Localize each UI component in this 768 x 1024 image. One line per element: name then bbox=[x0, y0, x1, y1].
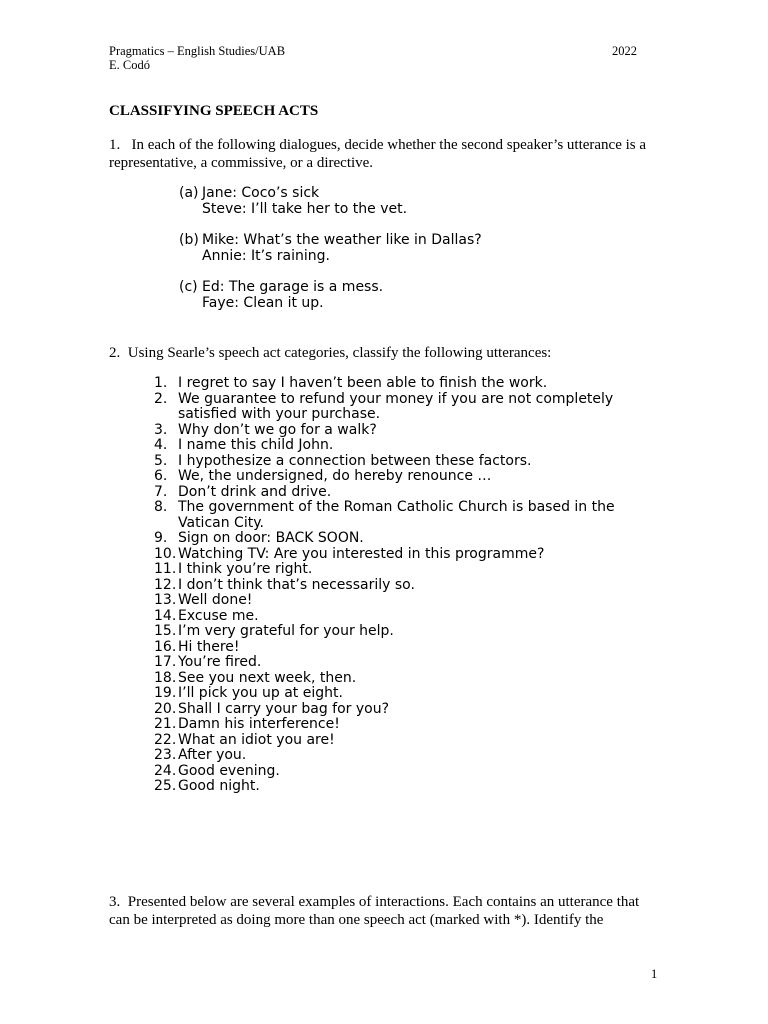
utterance-number: 18. bbox=[154, 669, 177, 686]
utterance-number: 19. bbox=[154, 685, 177, 701]
header-author: E. Codó bbox=[109, 58, 150, 72]
utterance-text: I don’t think that’s necessarily so. bbox=[178, 576, 415, 593]
utterance-item bbox=[154, 423, 634, 439]
utterance-text: Shall I carry your bag for you? bbox=[178, 700, 390, 717]
utterance-item bbox=[154, 485, 634, 501]
section-1-prompt bbox=[109, 136, 661, 172]
utterance-number: 11. bbox=[154, 561, 177, 577]
utterance-item bbox=[154, 593, 634, 609]
utterance-text: Excuse me. bbox=[178, 607, 259, 624]
utterance-item bbox=[154, 562, 634, 578]
utterance-text: Sign on door: BACK SOON. bbox=[178, 530, 364, 546]
utterance-item bbox=[154, 469, 634, 485]
utterance-text: After you. bbox=[178, 747, 247, 763]
utterance-text: Good night. bbox=[178, 778, 260, 794]
utterance-text: Damn his interference! bbox=[178, 716, 340, 732]
utterance-number: 1. bbox=[154, 375, 168, 391]
utterance-text: Hi there! bbox=[178, 638, 240, 655]
utterance-item bbox=[154, 733, 634, 749]
utterance-list bbox=[154, 376, 634, 795]
utterance-number: 21. bbox=[154, 716, 177, 732]
page-number: 1 bbox=[651, 967, 658, 981]
utterance-number: 15. bbox=[154, 623, 177, 639]
utterance-number: 25. bbox=[154, 778, 177, 794]
utterance-item bbox=[154, 500, 634, 531]
utterance-number: 10. bbox=[154, 545, 177, 562]
utterance-text: Watching TV: Are you interested in this programme? bbox=[178, 545, 545, 562]
utterance-text: See you next week, then. bbox=[178, 669, 357, 686]
utterance-number: 4. bbox=[154, 437, 168, 453]
utterance-text: We guarantee to refund your money if you are not completely satisfied with your purchase. bbox=[178, 390, 614, 422]
utterance-item bbox=[154, 454, 634, 470]
utterance-text: I regret to say I haven’t been able to finish the work. bbox=[178, 375, 548, 391]
utterance-item bbox=[154, 438, 634, 454]
utterance-text: The government of the Roman Catholic Church is based in the Vatican City. bbox=[178, 499, 615, 531]
utterance-text: You’re fired. bbox=[178, 654, 262, 670]
utterance-item bbox=[154, 655, 634, 671]
utterance-item bbox=[154, 531, 634, 547]
utterance-number: 17. bbox=[154, 654, 177, 670]
utterance-text: I name this child John. bbox=[178, 437, 334, 453]
dialogue-line-1: Jane: Coco’s sick bbox=[202, 185, 320, 201]
utterance-item bbox=[154, 686, 634, 702]
utterance-number: 6. bbox=[154, 468, 168, 484]
section-2-number: 2. bbox=[109, 345, 121, 361]
dialogue-label: (b) bbox=[179, 232, 199, 248]
utterance-number: 13. bbox=[154, 592, 177, 608]
utterance-text: I hypothesize a connection between these factors. bbox=[178, 452, 532, 469]
utterance-item bbox=[154, 702, 634, 718]
utterance-item bbox=[154, 779, 634, 795]
section-3-prompt-line-2: can be interpreted as doing more than one speech act (marked with *). Identify the bbox=[109, 912, 604, 928]
dialogue-line-1: Mike: What’s the weather like in Dallas? bbox=[202, 232, 482, 248]
dialogue-line-2: Annie: It’s raining. bbox=[202, 247, 331, 264]
utterance-number: 12. bbox=[154, 576, 177, 593]
dialogue-label: (c) bbox=[179, 279, 198, 295]
section-1-text: In each of the following dialogues, decide whether the second speaker’s utterance is a representative, a commissive, or a directive. bbox=[109, 137, 647, 171]
utterance-number: 24. bbox=[154, 762, 177, 779]
dialogue-label: (a) bbox=[179, 185, 199, 201]
utterance-number: 22. bbox=[154, 731, 177, 748]
section-3-text-1: Presented below are several examples of interactions. Each contains an utterance that bbox=[127, 894, 640, 910]
header-year: 2022 bbox=[612, 44, 637, 58]
utterance-number: 14. bbox=[154, 607, 177, 624]
utterance-number: 7. bbox=[154, 483, 168, 500]
utterance-number: 5. bbox=[154, 452, 168, 469]
utterance-item bbox=[154, 578, 634, 594]
utterance-text: What an idiot you are! bbox=[178, 731, 335, 748]
utterance-item bbox=[154, 748, 634, 764]
utterance-item bbox=[154, 640, 634, 656]
utterance-item bbox=[154, 624, 634, 640]
utterance-number: 20. bbox=[154, 700, 177, 717]
utterance-item bbox=[154, 392, 634, 423]
dialogue-line-1: Ed: The garage is a mess. bbox=[202, 279, 384, 295]
section-2-prompt bbox=[109, 344, 551, 362]
section-3-number: 3. bbox=[109, 894, 121, 910]
utterance-item bbox=[154, 764, 634, 780]
header-course: Pragmatics – English Studies/UAB bbox=[109, 44, 286, 58]
page-title: CLASSIFYING SPEECH ACTS bbox=[109, 103, 319, 119]
dialogue-c bbox=[179, 280, 579, 312]
utterance-number: 9. bbox=[154, 530, 168, 546]
utterance-text: I’m very grateful for your help. bbox=[178, 623, 394, 639]
utterance-text: I’ll pick you up at eight. bbox=[178, 685, 343, 701]
utterance-text: Good evening. bbox=[178, 762, 280, 779]
section-2-text: Using Searle’s speech act categories, classify the following utterances: bbox=[127, 345, 552, 361]
utterance-text: We, the undersigned, do hereby renounce … bbox=[178, 468, 492, 484]
utterance-item bbox=[154, 376, 634, 392]
utterance-number: 3. bbox=[154, 421, 168, 438]
utterance-item bbox=[154, 671, 634, 687]
utterance-number: 16. bbox=[154, 638, 177, 655]
utterance-number: 23. bbox=[154, 747, 177, 763]
section-3-prompt-line-1 bbox=[109, 893, 639, 911]
utterance-item bbox=[154, 547, 634, 563]
utterance-text: Well done! bbox=[178, 592, 253, 608]
utterance-item bbox=[154, 609, 634, 625]
utterance-item bbox=[154, 717, 634, 733]
utterance-text: Don’t drink and drive. bbox=[178, 483, 332, 500]
utterance-text: I think you’re right. bbox=[178, 561, 313, 577]
dialogue-a bbox=[179, 186, 579, 218]
utterance-number: 8. bbox=[154, 499, 168, 515]
utterance-text: Why don’t we go for a walk? bbox=[178, 421, 377, 438]
section-1-number: 1. bbox=[109, 137, 121, 153]
dialogue-line-2: Faye: Clean it up. bbox=[202, 294, 324, 311]
utterance-number: 2. bbox=[154, 390, 168, 407]
dialogue-line-2: Steve: I’ll take her to the vet. bbox=[202, 200, 408, 217]
dialogue-b bbox=[179, 233, 579, 265]
